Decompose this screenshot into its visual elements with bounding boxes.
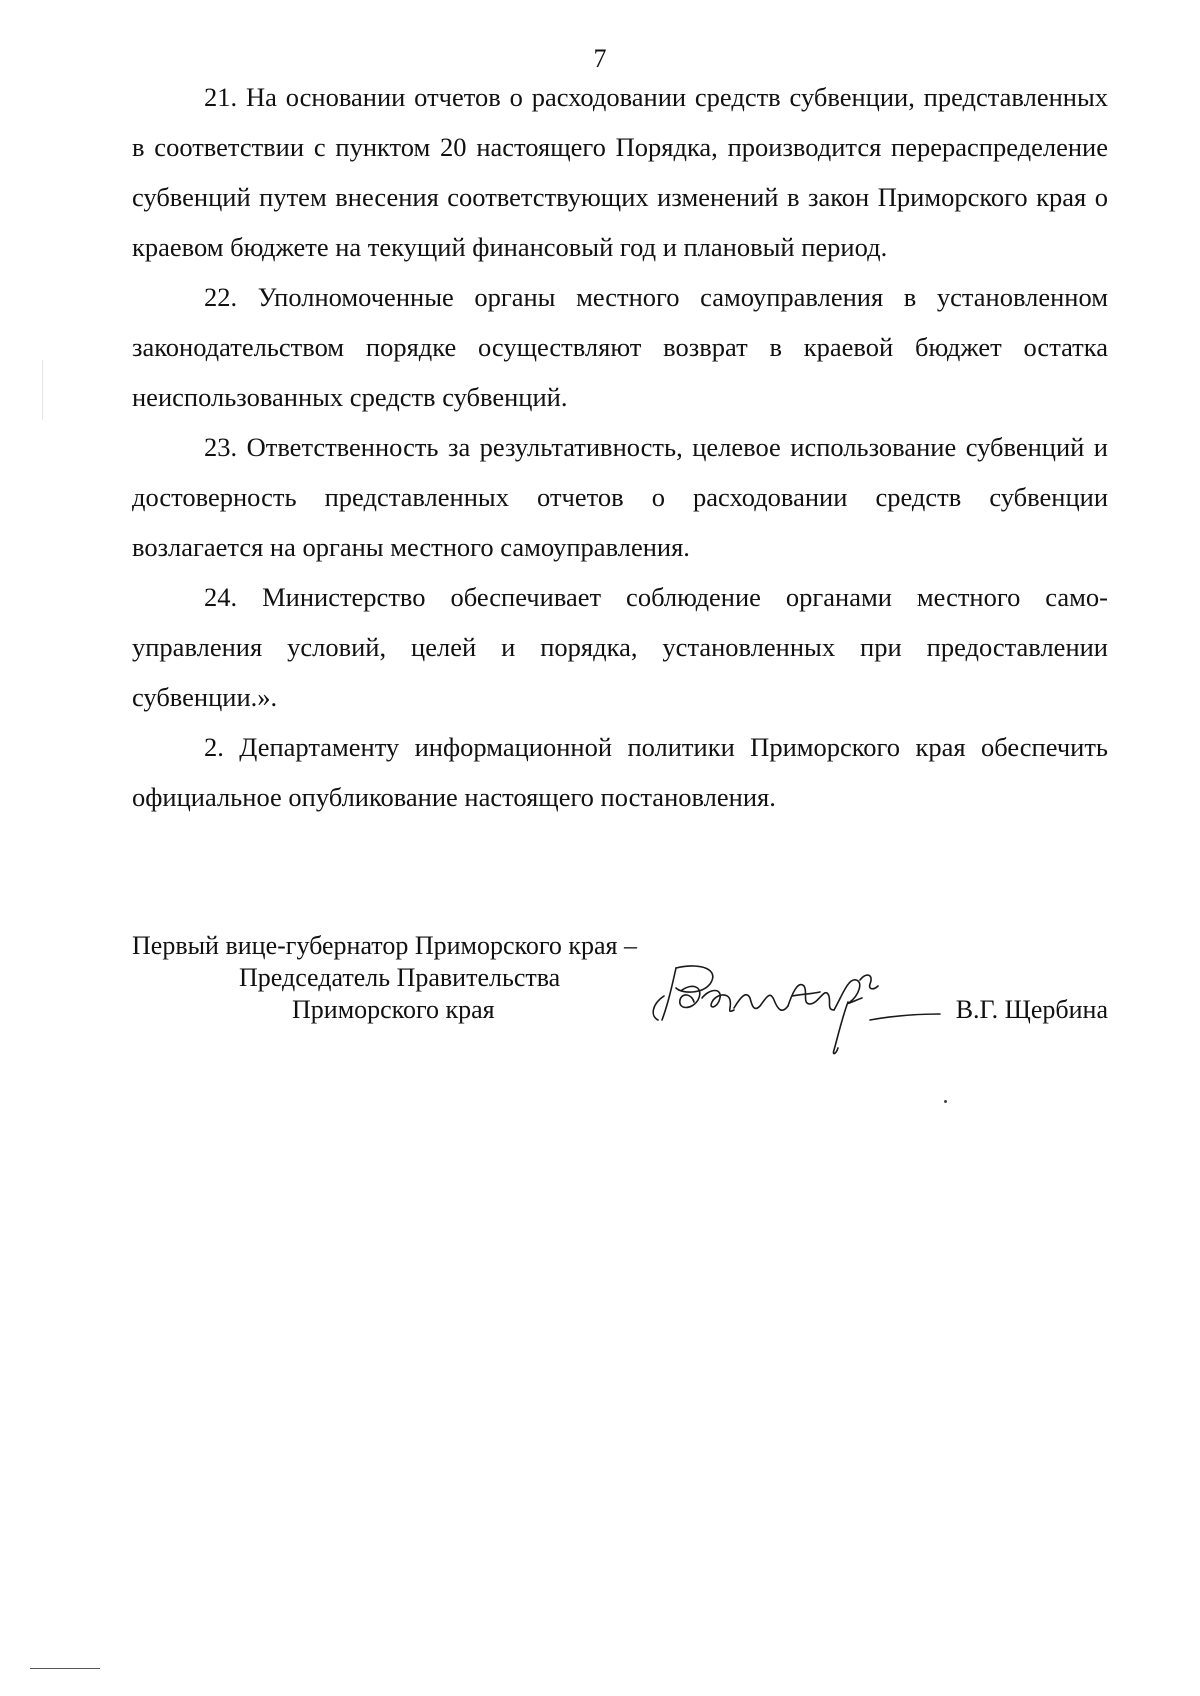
scan-edge-mark: [42, 360, 43, 420]
scan-speck: [944, 1100, 947, 1103]
signatory-name: В.Г. Щербина: [955, 995, 1108, 1024]
paragraph-23: 23. Ответственность за результативность, целевое использование субвенций и достоверность представленных отчетов о расходовании средств субвенции возлагается на органы местного самоуправления.: [132, 432, 1108, 562]
document-body: [132, 72, 1108, 822]
signatory-title-line-3: Приморского края: [292, 995, 495, 1024]
footer-rule: [30, 1668, 100, 1669]
signature-block: [132, 930, 1108, 1060]
page-number: 7: [593, 44, 607, 73]
paragraph-22: 22. Уполномоченные органы местного самоуправления в установленном законодательством порядке осуществляют возврат в краевой бюджет остатка неиспользованных средств субвенций.: [132, 282, 1108, 412]
signatory-title-line-1: Первый вице-губернатор Приморского края –: [132, 931, 637, 960]
signatory-title-line-2: Председатель Правительства: [239, 963, 561, 992]
paragraph-21: 21. На основании отчетов о расходовании средств субвенции, представленных в соответствии с пунктом 20 настоящего Порядка, производится перераспределение субвенций путем внесения соответствующих изменений в закон Приморского края о краевом бюджете на текущий финансовый год и плановый период.: [132, 82, 1108, 262]
paragraph-2-publication: 2. Департаменту информационной политики Приморского края обеспечить официальное опубликование настоящего постановления.: [132, 732, 1108, 812]
paragraph-24: 24. Министерство обеспечивает соблюдение органами местного самоуправления условий, целей и порядка, установленных при предоставлении субвенции.».: [132, 582, 1108, 712]
handwritten-signature: [642, 958, 942, 1068]
